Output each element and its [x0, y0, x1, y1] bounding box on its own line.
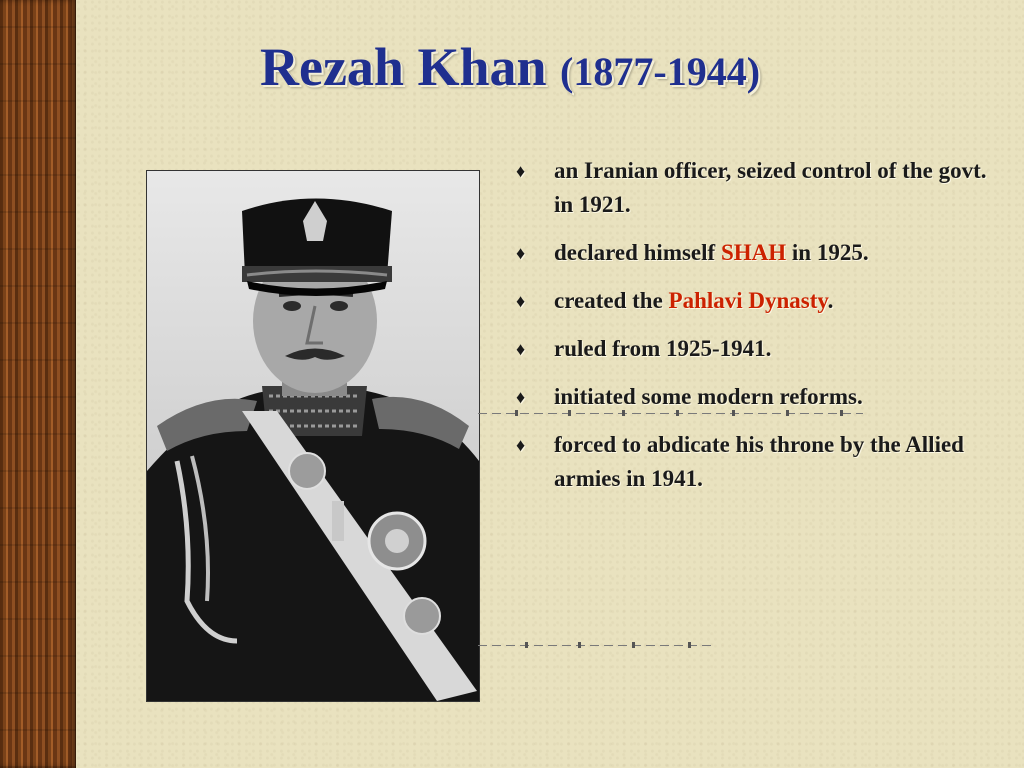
bullet-text: forced to abdicate his throne by the Allied armies in 1941. [554, 432, 964, 491]
bullet-item [516, 284, 996, 318]
divider-tick [622, 410, 625, 416]
divider-tick [525, 642, 528, 648]
divider-tick [632, 642, 635, 648]
divider-tick [568, 410, 571, 416]
bullet-text: initiated some modern reforms. [554, 384, 863, 409]
bullet-text: an Iranian officer, seized control of the govt. in 1921. [554, 158, 987, 217]
bullet-item [516, 428, 996, 496]
bullet-item [516, 332, 996, 366]
divider-tick [688, 642, 691, 648]
dashed-divider [478, 413, 863, 414]
flame-bullet-icon: ♦ [516, 435, 526, 455]
flame-bullet-icon: ♦ [516, 291, 526, 311]
divider-tick [732, 410, 735, 416]
bullet-item [516, 154, 996, 222]
bullet-list [516, 154, 996, 510]
flame-bullet-icon: ♦ [516, 243, 526, 263]
highlight-pahlavi-dynasty: Pahlavi Dynasty [668, 288, 828, 313]
divider-tick [840, 410, 843, 416]
bullet-text-before: created the [554, 288, 669, 313]
slide-title [260, 36, 900, 98]
wood-border-decoration [0, 0, 76, 768]
flame-bullet-icon: ♦ [516, 339, 526, 359]
divider-tick [578, 642, 581, 648]
bullet-item [516, 380, 996, 414]
title-years: (1877-1944) [560, 49, 761, 94]
dashed-divider [478, 645, 713, 646]
portrait-illustration [147, 171, 479, 701]
divider-tick [515, 410, 518, 416]
bullet-item [516, 236, 996, 270]
bullet-text-after: in 1925. [786, 240, 869, 265]
title-name: Rezah Khan [260, 37, 547, 97]
bullet-text: ruled from 1925-1941. [554, 336, 772, 361]
highlight-shah: SHAH [720, 240, 787, 265]
divider-tick [786, 410, 789, 416]
portrait-photo [146, 170, 480, 702]
flame-bullet-icon: ♦ [516, 387, 526, 407]
bullet-text-before: declared himself [554, 240, 721, 265]
flame-bullet-icon: ♦ [516, 161, 526, 181]
divider-tick [676, 410, 679, 416]
bullet-text-after: . [827, 288, 834, 313]
